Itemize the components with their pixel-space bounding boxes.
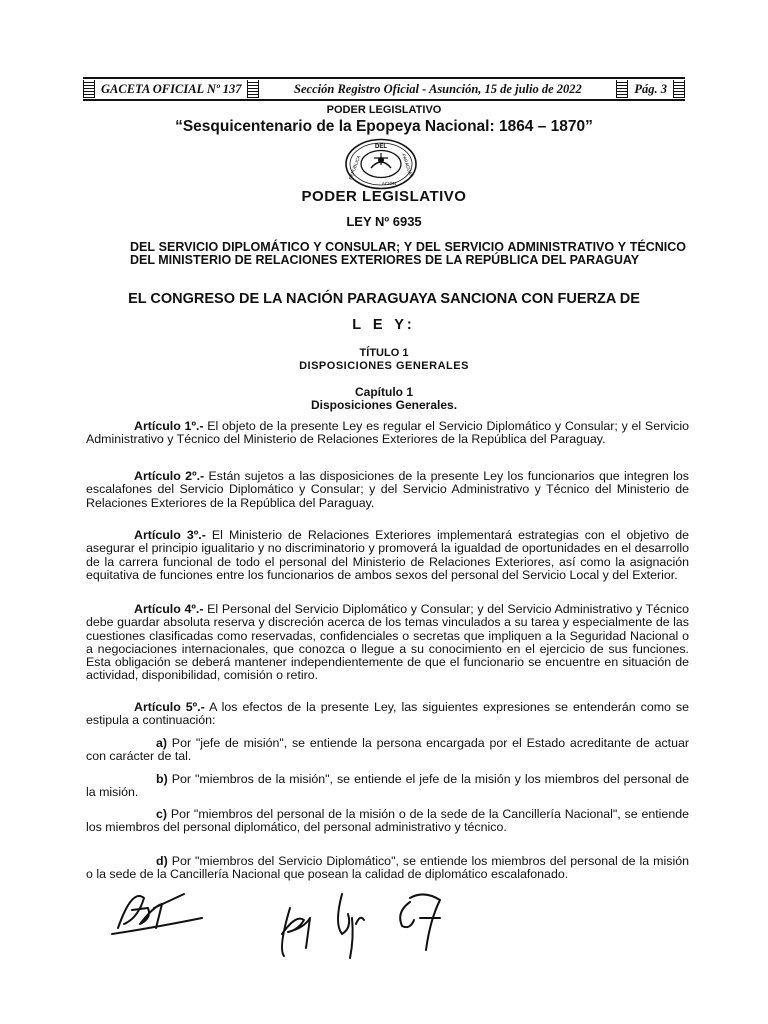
seal-ring-text: DEL: [375, 144, 387, 150]
article-text: Están sujetos a las disposiciones de la presente Ley los funcionarios que integren los escalafones del Servicio Diplomático y Consular; y del Servicio Administrativo y Técnico del Ministerio de Relaciones Exteriores de la República del Paraguay.: [86, 469, 689, 510]
article-3: [86, 529, 689, 582]
enacting-clause: EL CONGRESO DE LA NACIÓN PARAGUAYA SANCIONA CON FUERZA DE: [128, 291, 640, 307]
article-text: El objeto de la presente Ley es regular el Servicio Diplomático y Consular; y el Servicio Administrativo y Técnico del Ministerio de Relaciones Exteriores de la República del Paraguay.: [86, 419, 689, 447]
definition-label: c): [156, 807, 168, 821]
definition-a: [86, 737, 689, 764]
seal-ring-text: PARAGUAY: [400, 153, 414, 178]
subheader: PODER LEGISLATIVO: [326, 104, 442, 116]
header-ornament: [83, 80, 95, 98]
branch-title: PODER LEGISLATIVO: [301, 188, 467, 205]
page-number: Pág. 3: [634, 81, 667, 96]
law-title: DEL SERVICIO DIPLOMÁTICO Y CONSULAR; Y DEL SERVICIO ADMINISTRATIVO Y TÉCNICO DEL MINISTERIO DE RELACIONES EXTERIORES DE LA REPÚBLICA DEL PARAGUAY: [130, 240, 686, 268]
handwritten-signatures: [110, 878, 490, 968]
title-name: DISPOSICIONES GENERALES: [299, 360, 469, 372]
article-label: Artículo 2º.-: [134, 469, 205, 483]
national-seal-icon: [344, 138, 418, 190]
article-text: A los efectos de la presente Ley, las siguientes expresiones se entenderán como se estipula a continuación:: [86, 700, 689, 728]
definition-text: Por "miembros del personal de la misión o de la sede de la Cancillería Nacional", se entiende los miembros del personal diplomático, del personal administrativo y técnico.: [86, 807, 689, 835]
article-label: Artículo 4º.-: [134, 602, 204, 616]
header-ornament: [616, 80, 628, 98]
article-label: Artículo 1º.-: [134, 419, 204, 433]
seal-ring-text: ACIÓN: [381, 181, 397, 186]
gazette-header: [83, 77, 685, 101]
definition-text: Por "miembros del Servicio Diplomático", se entiende los miembros del personal de la misión o la sede de la Cancillería Nacional que posean la calidad de diplomático escalafonado.: [86, 854, 689, 882]
definition-label: d): [156, 854, 168, 868]
chapter-number: Capítulo 1: [354, 385, 413, 399]
law-number: LEY Nº 6935: [346, 214, 422, 229]
definition-text: Por "miembros de la misión", se entiende el jefe de la misión y los miembros del personal de la misión.: [86, 772, 689, 800]
definition-c: [86, 808, 689, 835]
motto: “Sesquicentenario de la Epopeya Nacional: 1864 – 1870”: [175, 118, 593, 135]
article-2: [86, 470, 689, 510]
gazette-section: Sección Registro Oficial - Asunción, 15 de julio de 2022: [294, 81, 582, 96]
gazette-name: GACETA OFICIAL Nº 137: [101, 81, 242, 96]
article-text: El Personal del Servicio Diplomático y Consular; y del Servicio Administrativo y Técnico debe guardar absoluta reserva y discreción acerca de los temas vinculados a su tarea y especialmente de las cuestiones clasificadas como reservadas, confidenciales o secretas que impliquen a la Seguridad Nacional o a negociaciones internacionales, que conozca o llegue a su conocimiento en el ejercicio de sus funciones. Esta obligación se deberá mantener independientemente de que el funcionario se encuentre en situación de actividad, disponibilidad, comisión o retiro.: [86, 602, 689, 683]
article-5: [86, 701, 689, 728]
definition-label: b): [156, 772, 168, 786]
definition-label: a): [156, 736, 168, 750]
article-label: Artículo 5º.-: [134, 700, 205, 714]
seal-ring-text: REPUBLICA: [347, 154, 362, 181]
article-text: El Ministerio de Relaciones Exteriores implementará estrategias con el objetivo de asegurar el principio igualitario y no discriminatorio y promoverá la igualdad de oportunidades en el desarrollo de la carrera funcional de todo el personal del Ministerio de Relaciones Exteriores, así como la asignación equitativa de funciones entre los funcionarios de ambos sexos del personal del Servicio Local y del Exterior.: [86, 528, 689, 582]
article-label: Artículo 3º.-: [134, 528, 206, 542]
enacting-clause-end: L E Y:: [352, 317, 416, 333]
article-4: [86, 603, 689, 683]
header-ornament: [673, 80, 685, 98]
title-number: TÍTULO 1: [359, 347, 409, 359]
chapter-name: Disposiciones Generales.: [310, 398, 458, 412]
definition-b: [86, 773, 689, 800]
definition-text: Por "jefe de misión", se entiende la persona encargada por el Estado acreditante de actuar con carácter de tal.: [86, 736, 689, 764]
article-1: [86, 420, 689, 447]
header-ornament: [247, 80, 259, 98]
